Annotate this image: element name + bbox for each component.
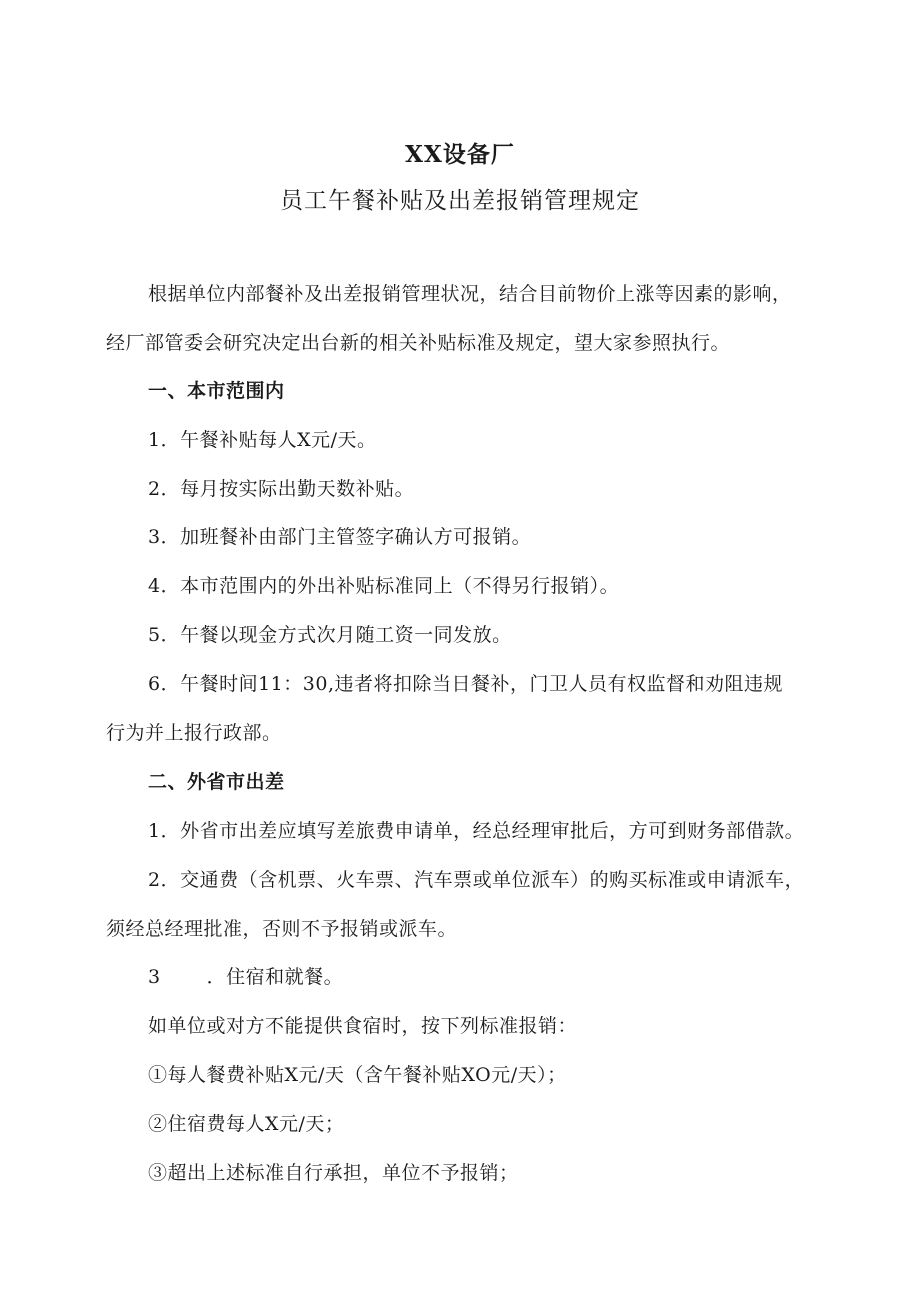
section-2-item-3-text: ．住宿和就餐。 (206, 966, 344, 988)
section-2-item-1: 1．外省市出差应填写差旅费申请单，经总经理审批后，方可到财务部借款。 (148, 820, 805, 842)
section-2-heading: 二、外省市出差 (148, 771, 285, 793)
standard-item-2: ②住宿费每人X元/天； (148, 1113, 345, 1135)
section-1-item-4: 4．本市范围内的外出补贴标准同上（不得另行报销）。 (148, 575, 620, 597)
intro-paragraph-line-2: 经厂部管委会研究决定出台新的相关补贴标准及规定，望大家参照执行。 (106, 332, 731, 354)
document-subtitle: 员工午餐补贴及出差报销管理规定 (280, 188, 640, 214)
section-1-item-6: 6．午餐时间11：30,违者将扣除当日餐补，门卫人员有权监督和劝阻违规 (148, 673, 783, 695)
section-1-heading: 一、本市范围内 (148, 380, 285, 402)
standard-item-1: ①每人餐费补贴X元/天（含午餐补贴XO元/天）； (148, 1064, 567, 1086)
section-2-item-3-number: 3 (148, 966, 161, 988)
section-1-item-5: 5．午餐以现金方式次月随工资一同发放。 (148, 624, 512, 646)
section-2-item-3 (148, 962, 343, 989)
document-title: XX设备厂 (405, 141, 515, 168)
standard-item-3: ③超出上述标准自行承担，单位不予报销； (148, 1162, 519, 1184)
section-2-item-2-continuation: 须经总经理批准，否则不予报销或派车。 (106, 918, 458, 940)
section-1-item-1: 1．午餐补贴每人X元/天。 (148, 429, 377, 451)
section-1-item-2: 2．每月按实际出勤天数补贴。 (148, 478, 415, 500)
section-2-item-2: 2．交通费（含机票、火车票、汽车票或单位派车）的购买标准或申请派车， (148, 869, 805, 891)
standards-intro: 如单位或对方不能提供食宿时，按下列标准报销： (148, 1015, 578, 1037)
intro-paragraph-line-1: 根据单位内部餐补及出差报销管理状况，结合目前物价上涨等因素的影响， (148, 283, 792, 305)
section-1-item-3: 3．加班餐补由部门主管签字确认方可报销。 (148, 526, 532, 548)
section-1-item-6-continuation: 行为并上报行政部。 (106, 722, 282, 744)
